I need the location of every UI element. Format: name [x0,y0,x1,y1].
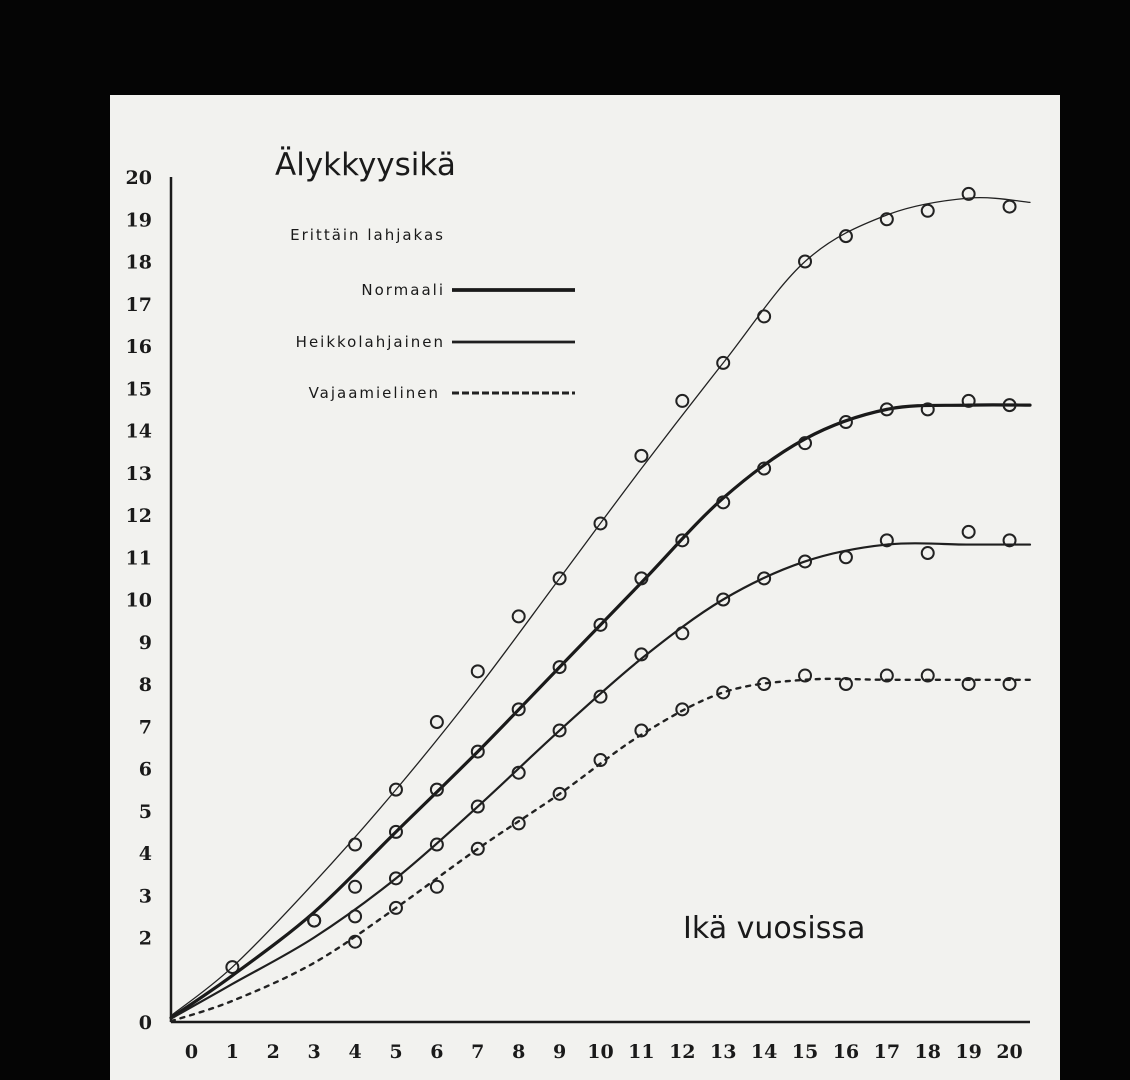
data-point [472,665,484,677]
x-tick-label: 12 [669,1041,696,1063]
chart [110,95,1060,1080]
y-tick-label: 5 [138,800,152,823]
legend-label: Normaali [361,281,445,299]
y-tick-label: 9 [138,631,152,654]
series-2 [171,395,1030,1018]
x-tick-label: 5 [389,1041,403,1063]
data-point [676,627,688,639]
legend-label: Erittäin lahjakas [290,226,445,244]
legend-label: Heikkolahjainen [295,333,445,351]
data-point [922,547,934,559]
x-tick-label: 7 [471,1041,485,1063]
slide-panel [110,95,1060,1080]
data-point [758,310,770,322]
series-line [171,405,1030,1018]
y-tick-label: 12 [125,505,152,527]
data-point [717,686,729,698]
x-tick-label: 20 [996,1041,1023,1063]
y-axis-ticks [126,167,152,1034]
y-tick-label: 8 [138,674,152,696]
x-tick-label: 6 [430,1041,444,1063]
x-tick-label: 9 [552,1041,567,1063]
series-line [171,543,1030,1018]
y-tick-label: 18 [125,251,152,274]
y-tick-label: 11 [125,547,152,570]
series-1 [171,188,1030,1016]
data-point [1004,201,1016,213]
x-tick-label: 0 [184,1041,199,1063]
x-tick-label: 4 [348,1041,362,1063]
data-point [308,915,320,927]
x-tick-label: 18 [914,1041,941,1063]
series-line [171,198,1030,1016]
data-point [349,910,361,922]
y-tick-label: 17 [125,293,152,316]
x-tick-label: 3 [307,1041,321,1063]
data-point [349,881,361,893]
data-point [840,551,852,563]
x-tick-label: 16 [832,1041,860,1063]
y-tick-label: 2 [138,927,152,950]
chart-title: Älykkyysikä [275,147,456,183]
series-layer [171,188,1030,1021]
y-tick-label: 16 [125,336,152,358]
x-tick-label: 2 [266,1041,280,1063]
x-tick-label: 13 [709,1041,737,1063]
series-4 [171,670,1030,1022]
data-point [922,205,934,217]
y-tick-label: 7 [138,716,152,739]
data-point [431,881,443,893]
legend [290,226,575,402]
y-tick-label: 0 [138,1012,152,1034]
x-tick-label: 17 [873,1041,901,1063]
data-point [349,839,361,851]
x-tick-label: 11 [628,1041,655,1063]
y-tick-label: 3 [138,885,152,908]
x-tick-label: 10 [587,1041,614,1063]
y-tick-label: 14 [125,420,152,443]
y-tick-label: 4 [138,843,152,865]
y-tick-label: 19 [125,209,152,232]
data-point [513,610,525,622]
x-tick-label: 1 [225,1041,239,1063]
y-tick-label: 6 [138,758,152,781]
data-point [431,716,443,728]
x-tick-label: 14 [750,1041,778,1063]
y-tick-label: 20 [125,167,152,189]
y-tick-label: 15 [125,378,152,401]
axes [171,177,1030,1022]
legend-label: Vajaamielinen [308,384,440,402]
x-axis-label: Ikä vuosissa [683,911,866,946]
data-point [840,230,852,242]
data-point [676,395,688,407]
y-tick-label: 13 [125,462,152,485]
x-tick-label: 15 [791,1041,819,1063]
y-tick-label: 10 [125,589,152,612]
series-3 [171,526,1030,1019]
data-point [635,450,647,462]
x-axis-ticks [185,1041,1023,1063]
x-tick-label: 8 [512,1041,526,1063]
data-point [963,526,975,538]
series-line [171,679,1030,1021]
x-tick-label: 19 [955,1041,982,1063]
